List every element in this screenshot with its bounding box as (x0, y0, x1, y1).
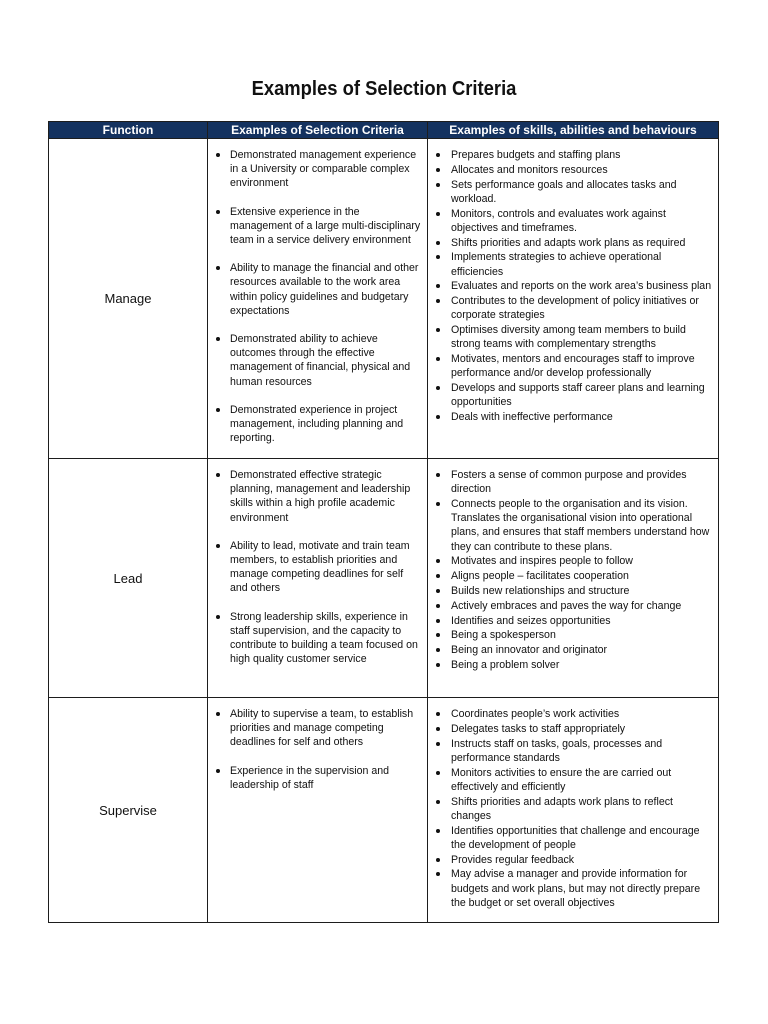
list-item: Experience in the supervision and leadership of staff (208, 764, 421, 792)
function-cell: Lead (49, 459, 208, 698)
column-header-skills: Examples of skills, abilities and behaviours (428, 122, 719, 139)
list-item: Develops and supports staff career plans and learning opportunities (428, 381, 714, 409)
criteria-cell (208, 698, 428, 923)
list-item: Demonstrated experience in project management, including planning and reporting. (208, 403, 421, 446)
list-item: Monitors activities to ensure the are carried out effectively and efficiently (428, 766, 714, 794)
function-cell: Supervise (49, 698, 208, 923)
list-item: Fosters a sense of common purpose and provides direction (428, 468, 714, 496)
table-row-supervise (49, 698, 719, 923)
skills-list (428, 698, 718, 917)
list-item: Implements strategies to achieve operational efficiencies (428, 250, 714, 278)
table-row-manage (49, 139, 719, 459)
skills-list (428, 459, 718, 679)
skills-cell (428, 459, 719, 698)
list-item: Shifts priorities and adapts work plans as required (428, 236, 714, 250)
column-header-criteria: Examples of Selection Criteria (208, 122, 428, 139)
list-item: Actively embraces and paves the way for change (428, 599, 714, 613)
list-item: Instructs staff on tasks, goals, processes and performance standards (428, 737, 714, 765)
list-item: Provides regular feedback (428, 853, 714, 867)
skills-cell (428, 139, 719, 459)
criteria-list (208, 698, 427, 798)
skills-list (428, 139, 718, 431)
criteria-list (208, 139, 427, 451)
list-item: Strong leadership skills, experience in staff supervision, and the capacity to contribute to building a team focused on high quality customer service (208, 610, 421, 667)
list-item: Identifies opportunities that challenge and encourage the development of people (428, 824, 714, 852)
function-cell: Manage (49, 139, 208, 459)
list-item: Demonstrated ability to achieve outcomes through the effective management of financial, physical and human resources (208, 332, 421, 389)
page-title: Examples of Selection Criteria (251, 78, 517, 100)
list-item: Optimises diversity among team members to build strong teams with complementary strengths (428, 323, 714, 351)
list-item: Aligns people – facilitates cooperation (428, 569, 714, 583)
list-item: Motivates and inspires people to follow (428, 554, 714, 568)
list-item: Connects people to the organisation and its vision. Translates the organisational vision into operational plans, and ensures that staff members understand how they can contribute to these plans. (428, 497, 714, 554)
table-row-lead (49, 459, 719, 698)
list-item: Delegates tasks to staff appropriately (428, 722, 714, 736)
list-item: Prepares budgets and staffing plans (428, 148, 714, 162)
list-item: Demonstrated effective strategic planning, management and leadership skills within a high profile academic environment (208, 468, 421, 525)
list-item: Sets performance goals and allocates tasks and workload. (428, 178, 714, 206)
list-item: Ability to supervise a team, to establish priorities and manage competing deadlines for self and others (208, 707, 421, 750)
selection-criteria-table (48, 121, 719, 923)
list-item: Ability to manage the financial and other resources available to the work area within policy guidelines and budgetary expectations (208, 261, 421, 318)
list-item: Motivates, mentors and encourages staff to improve performance and/or develop professionally (428, 352, 714, 380)
list-item: Identifies and seizes opportunities (428, 614, 714, 628)
list-item: Allocates and monitors resources (428, 163, 714, 177)
criteria-cell (208, 459, 428, 698)
list-item: Being an innovator and originator (428, 643, 714, 657)
list-item: Monitors, controls and evaluates work against objectives and timeframes. (428, 207, 714, 235)
list-item: Builds new relationships and structure (428, 584, 714, 598)
skills-cell (428, 698, 719, 923)
list-item: Demonstrated management experience in a University or comparable complex environment (208, 148, 421, 191)
criteria-cell (208, 139, 428, 459)
list-item: Contributes to the development of policy initiatives or corporate strategies (428, 294, 714, 322)
list-item: May advise a manager and provide information for budgets and work plans, but may not directly prepare the budget or set overall objectives (428, 867, 714, 910)
criteria-list (208, 459, 427, 672)
list-item: Extensive experience in the management of a large multi-disciplinary team in a service delivery environment (208, 205, 421, 248)
list-item: Evaluates and reports on the work area’s business plan (428, 279, 714, 293)
list-item: Ability to lead, motivate and train team members, to establish priorities and manage competing deadlines for self and others (208, 539, 421, 596)
list-item: Being a problem solver (428, 658, 714, 672)
column-header-function: Function (49, 122, 208, 139)
list-item: Being a spokesperson (428, 628, 714, 642)
list-item: Coordinates people’s work activities (428, 707, 714, 721)
list-item: Deals with ineffective performance (428, 410, 714, 424)
list-item: Shifts priorities and adapts work plans to reflect changes (428, 795, 714, 823)
table-header-row (49, 122, 719, 139)
